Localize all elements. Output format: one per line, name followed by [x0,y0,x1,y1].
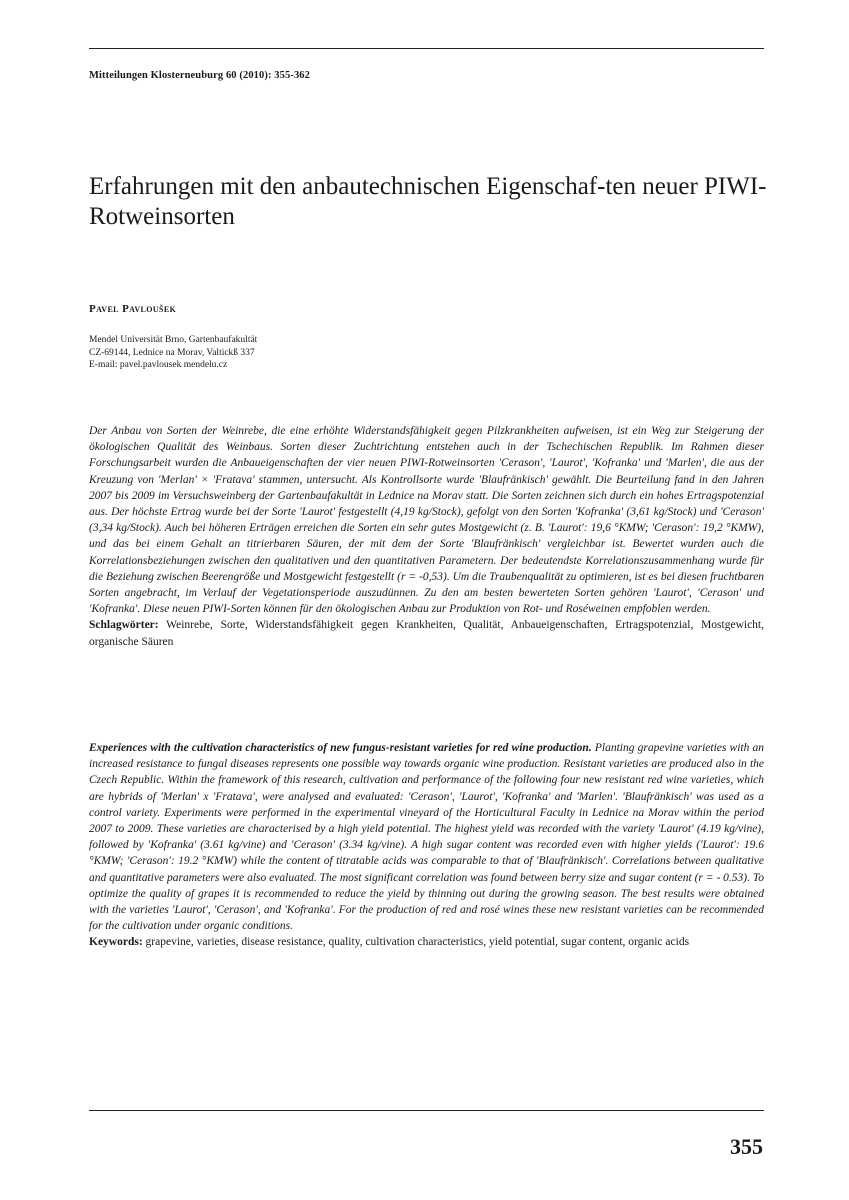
article-title: Erfahrungen mit den anbautechnischen Eigenschaf-ten neuer PIWI-Rotweinsorten [89,173,767,230]
abstract-german [89,423,764,650]
header-rule [89,48,764,49]
keywords-english-label: Keywords: [89,936,143,949]
journal-citation: Mitteilungen Klosterneuburg 60 (2010): 355-362 [89,70,310,81]
affiliation-email[interactable]: E-mail: pavel.pavlousek mendelu.cz [89,360,228,370]
abstract-german-text: Der Anbau von Sorten der Weinrebe, die eine erhöhte Widerstandsfähigkeit gegen Pilzkrankheiten aufweisen, ist ein Weg zur Steigerung der ökologischen Qualität des Weinbaus. Sorten dieser Zuchtrichtung entstehen auch in der Tschechischen Republik. Im Rahmen dieser Forschungsarbeit wurden die Anbaueigenschaften der vier neuen PIWI-Rotweinsorten 'Cerason', 'Laurot', 'Kofranka' und 'Marlen', die aus der Kreuzung von 'Merlan' × 'Fratava' stammen, untersucht. Als Kontrollsorte wurde 'Blaufränkisch' gewählt. Die Beurteilung fand in den Jahren 2007 bis 2009 im Versuchsweinberg der Gartenbaufakultät in Lednice na Morav statt. Die Sorten zeichnen sich durch ein hohes Ertragspotenzial aus. Der höchste Ertrag wurde bei der Sorte 'Laurot' festgestellt (4,19 kg/Stock), gefolgt von den Sorten 'Kofranka' (3,61 kg/Stock) und 'Cerason' (3,34 kg/Stock). Auch bei höheren Erträgen erreichen die Sorten ein sehr gutes Mostgewicht (z. B. 'Laurot': 19,6 °KMW; 'Cerason': 19,2 °KMW), und das bei einem Gehalt an titrierbaren Säuren, der mit dem der Sorte 'Blaufränkisch' vergleichbar ist. Bewertet wurden auch die Korrelationsbeziehungen zwischen den qualitativen und den quantitativen Parametern. Der bedeutendste Korrelationszusammenhang wurde für die Beziehung zwischen Beerengröße und Mostgewicht festgestellt (r = -0,53). Um die Traubenqualität zu optimieren, ist es bei diesen fruchtbaren Sorten angebracht, im Verlauf der Vegetationsperiode auszudünnen. Zu den am besten bewerteten Sorten gehören 'Laurot', 'Cerason' und 'Kofranka'. Diese neuen PIWI-Sorten können für den ökologischen Anbau zur Produktion von Rot- und Roséweinen empfoblen werden. [89,425,764,616]
abstract-english-title: Experiences with the cultivation characteristics of new fungus-resistant varieties for red wine production. [89,742,592,754]
affiliation-address: CZ-69144, Lednice na Morav, Valtickß 337 [89,347,255,358]
author-name: Pavel Pavloušek [89,303,177,315]
abstract-english-text: Planting grapevine varieties with an increased resistance to fungal diseases represents one possible way towards organic wine production. Resistant varieties are produced also in the Czech Republic. Within the framework of this research, cultivation and performance of the following four new resistant red wine varieties, which are hybrids of 'Merlan' x 'Fratava', were analysed and evaluated: 'Cerason', 'Laurot', 'Kofranka' and 'Marlen'. 'Blaufränkisch' was used as a control variety. Experiments were performed in the experimental vineyard of the Horticultural Faculty in Lednice na Morav within the period 2007 to 2009. These varieties are characterised by a high yield potential. The highest yield was recorded with the variety 'Laurot' (4.19 kg/vine), followed by 'Kofranka' (3.61 kg/vine) and 'Cerason' (3.34 kg/vine). A high sugar content was recorded even with higher yields ('Laurot': 19.6 °KMW; 'Cerason': 19.2 °KMW) while the content of titratable acids was comparable to that of 'Blaufränkisch'. Correlations between qualitative and quantitative parameters were also evaluated. The most significant correlation was found between berry size and sugar content (r = - 0.53). To optimize the quality of grapes it is recommended to reduce the yield by thinning out during the growing season. The best results were obtained with the varieties 'Laurot', 'Cerason', and 'Kofranka'. For the production of red and rosé wines these new resistant varieties can be recommended for the cultivation under organic conditions. [89,742,764,933]
keywords-german-label: Schlagwörter: [89,619,159,632]
affiliation-line: Mendel Universität Brno, Gartenbaufakultät [89,335,258,345]
abstract-english [89,740,764,951]
keywords-english [89,934,764,950]
footer-rule [89,1110,764,1111]
page-number: 355 [730,1134,763,1159]
keywords-english-list: grapevine, varieties, disease resistance, quality, cultivation characteristics, yield potential, sugar content, organic acids [145,936,690,949]
abstract-english-body [89,740,764,934]
keywords-german [89,617,764,649]
affiliation-block [89,334,489,372]
keywords-german-list: Weinrebe, Sorte, Widerstandsfähigkeit gegen Krankheiten, Qualität, Anbaueigenschaften, Ertragspotenzial, Mostgewicht, organische Säuren [89,619,764,648]
